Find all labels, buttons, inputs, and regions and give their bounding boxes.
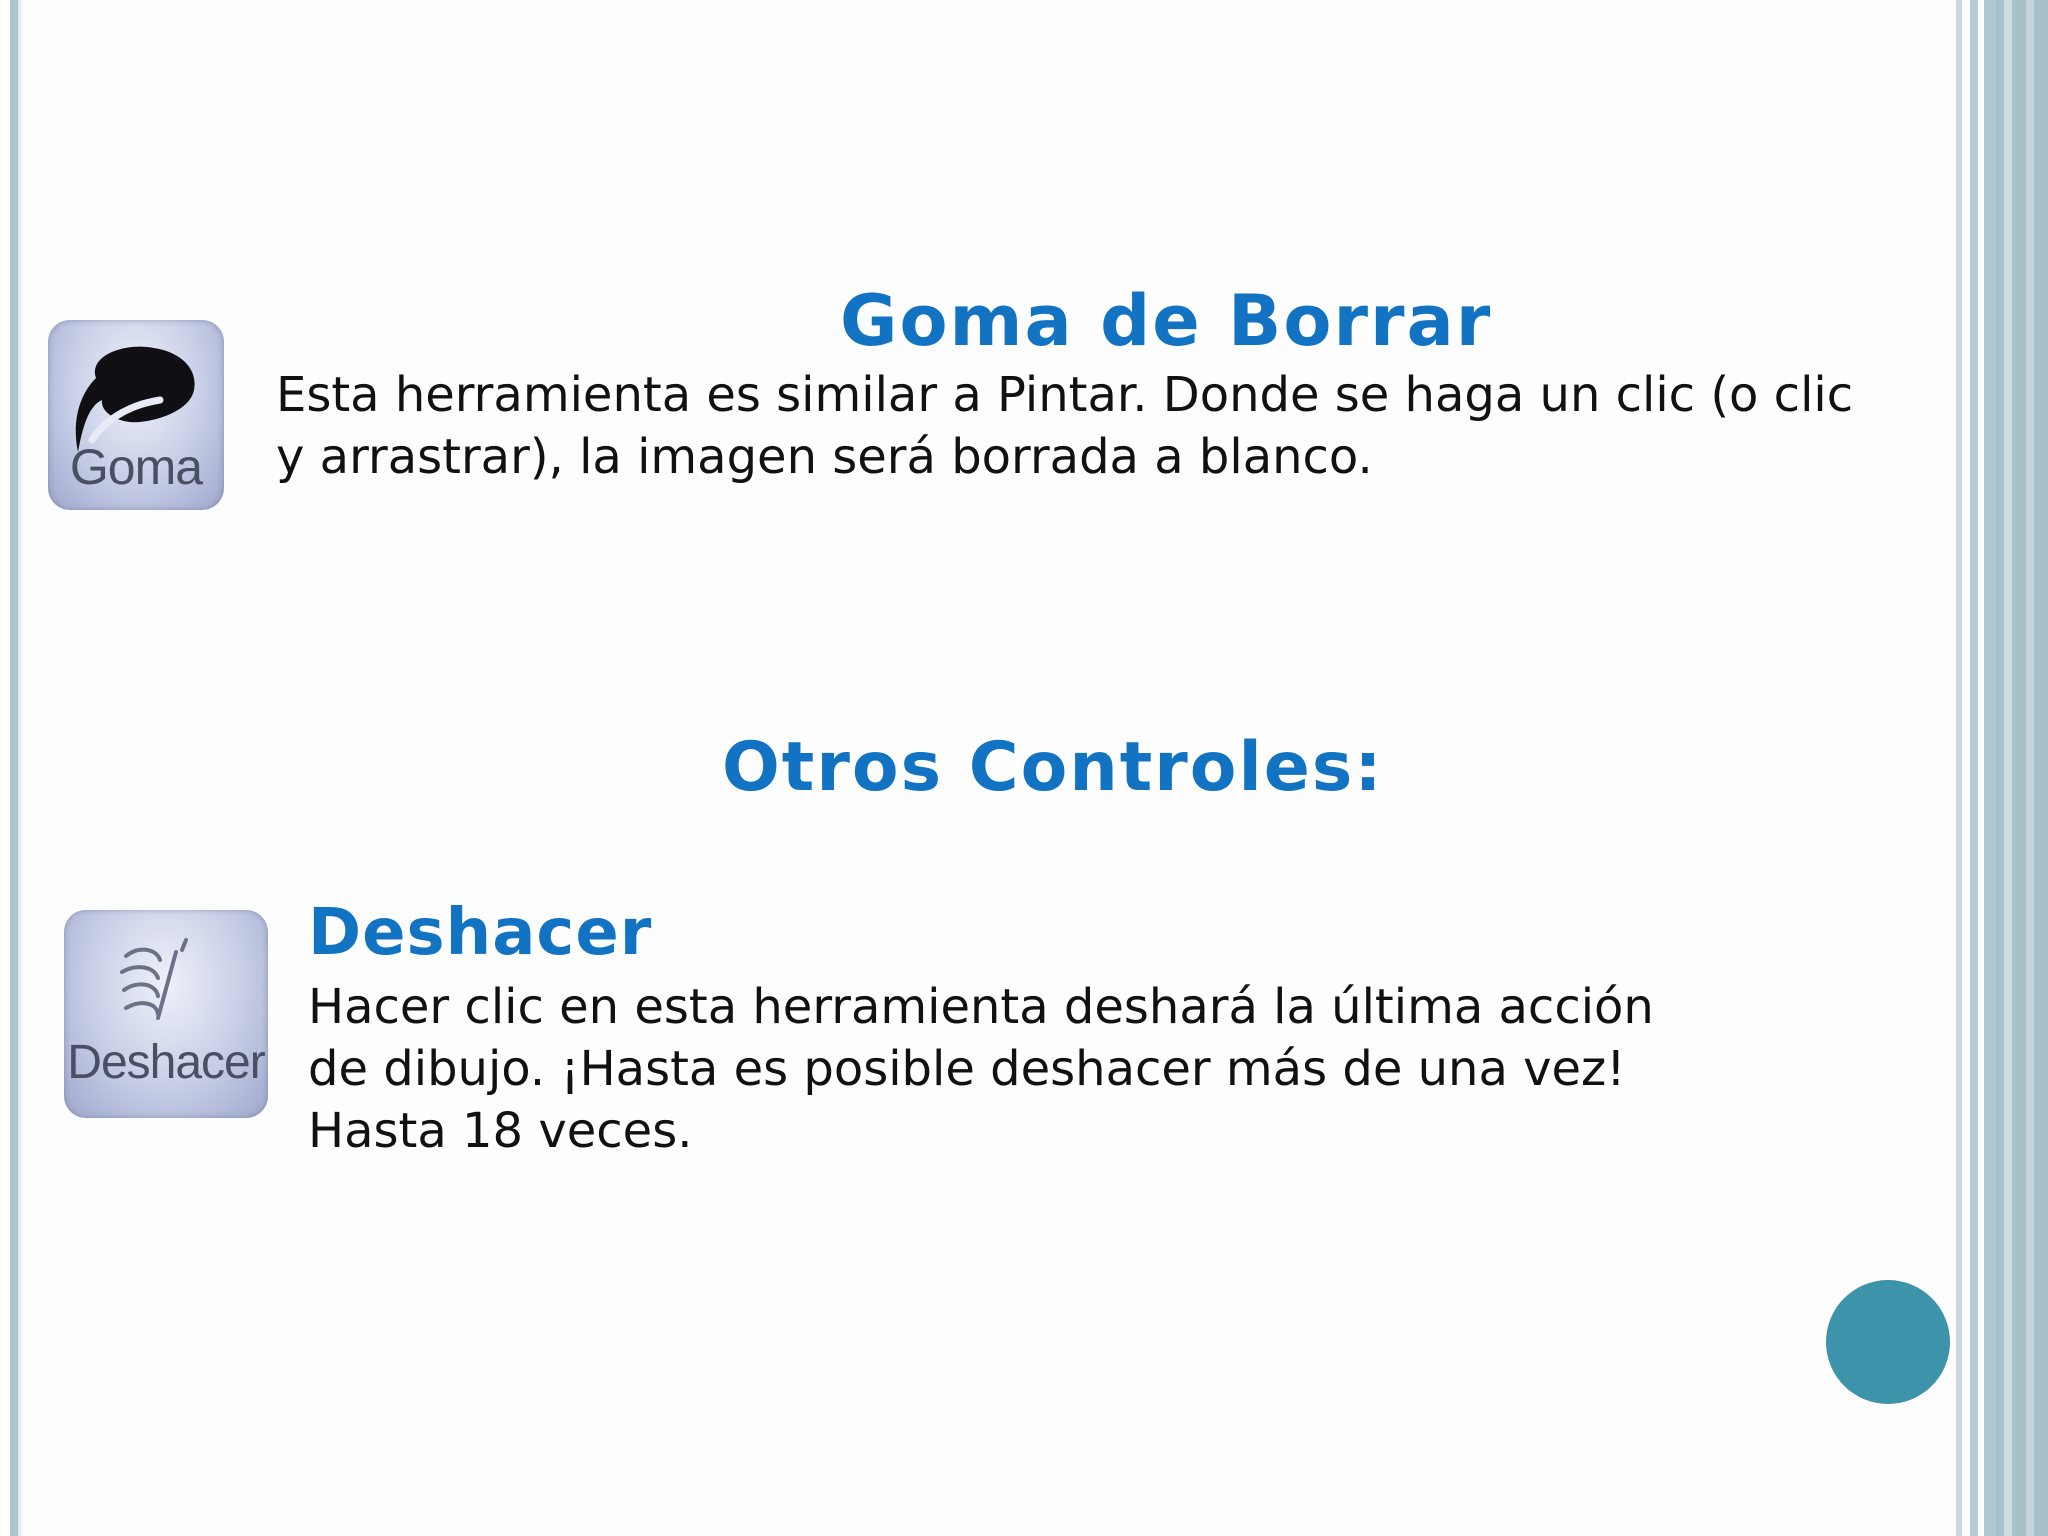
right-border-decoration [1956,0,2048,1536]
deshacer-description [308,976,1708,1162]
deshacer-line: Hacer clic en esta herramienta deshará la última acción [308,979,1654,1035]
left-border-decoration [0,0,24,1536]
goma-description: Esta herramienta es similar a Pintar. Donde se haga un clic (o clic y arrastrar), la imagen será borrada a blanco. [276,367,1854,485]
otros-controles-heading: Otros Controles: [722,728,1384,807]
deshacer-undo-icon [64,910,268,1118]
deshacer-heading: Deshacer [308,896,653,970]
goma-eraser-icon [48,320,224,510]
border-stripe [2004,0,2012,1536]
goma-heading: Goma de Borrar [840,280,1493,362]
goma-icon-label: Goma [69,439,203,495]
border-stripe [2026,0,2034,1536]
accent-circle [1826,1280,1950,1404]
deshacer-line: de dibujo. ¡Hasta es posible deshacer más de una vez! [308,1041,1626,1097]
deshacer-icon-label: Deshacer [67,1036,265,1089]
deshacer-line: Hasta 18 veces. [308,1103,693,1159]
